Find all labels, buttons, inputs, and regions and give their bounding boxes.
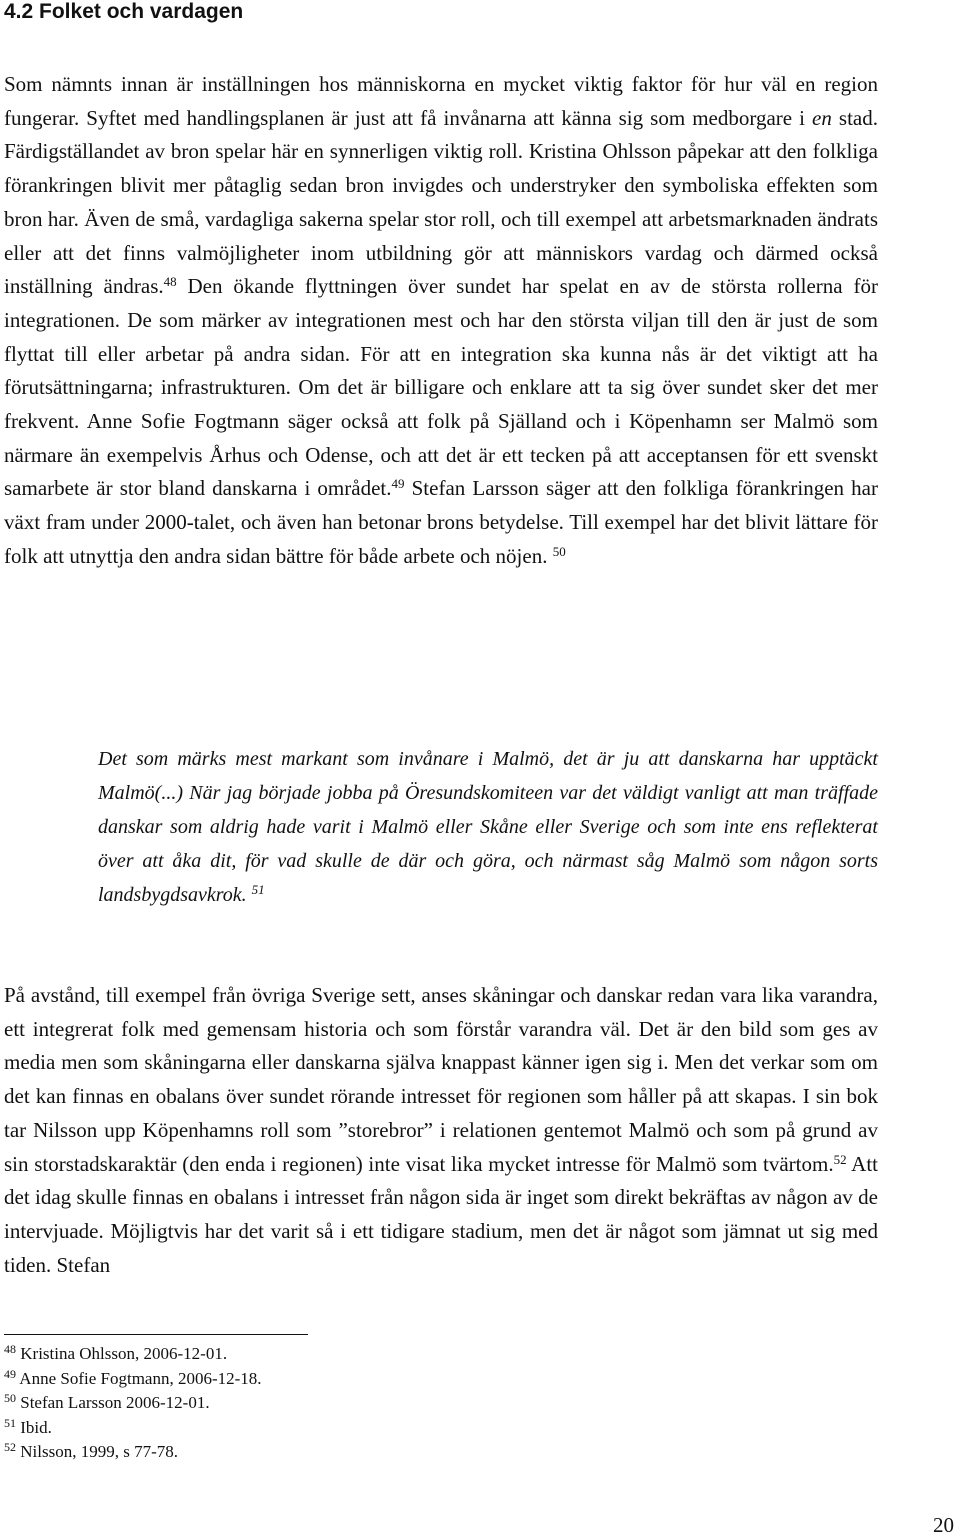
footnote-number: 51: [4, 1415, 16, 1430]
paragraph-1: [4, 68, 878, 574]
footnote-50: [4, 1391, 262, 1416]
footnote-text: Stefan Larsson 2006-12-01.: [16, 1393, 210, 1412]
paragraph-1-text-d: Stefan Larsson säger att den folkliga förankringen har växt fram under 2000-talet, och även han betonar brons betydelse. Till exempel har det blivit lättare för folk att utnyttja den andra sidan bättre för både arbete och nöjen.: [4, 476, 878, 568]
footnote-text: Ibid.: [16, 1417, 52, 1437]
page-number: 20: [933, 1513, 954, 1537]
footnote-text: Anne Sofie Fogtmann, 2006-12-18.: [16, 1368, 262, 1388]
footnote-ref-49: 49: [391, 476, 405, 492]
paragraph-1-text-c: Den ökande flyttningen över sundet har spelat en av de största rollerna för integrationen. De som märker av integrationen mest och har den största viljan till den är just de som flyttat till eller arbetar på andra sidan. För att en integration ska kunna nås är det viktigt att ha förutsättningarna; infrastrukturen. Om det är billigare och enklare att ta sig över sundet sker det mer frekvent. Anne Sofie Fogtmann säger också att folk på Själland och i Köpenhamn ser Malmö som närmare än exempelvis Århus och Odense, och att det är ett tecken på att acceptansen för ett svenskt samarbete är stor bland danskarna i området.: [4, 274, 878, 501]
emphasized-word: en: [812, 105, 832, 130]
footnote-text: Nilsson, 1999, s 77-78.: [16, 1442, 178, 1461]
footnote-ref-51: 51: [251, 882, 265, 897]
footnote-49: [4, 1367, 262, 1392]
footnote-separator: [4, 1334, 308, 1335]
footnote-text: Kristina Ohlsson, 2006-12-01.: [16, 1344, 228, 1363]
block-quote: [98, 742, 878, 912]
paragraph-2-text-b: Att det idag skulle finnas en obalans i intresset från någon sida är inget som direkt bekräftas av någon av de intervjuade. Möjligtvis har det varit så i ett tidigare stadium, men det är något som jämnat ut sig med tiden. Stefan: [4, 1151, 878, 1277]
section-heading: 4.2 Folket och vardagen: [4, 0, 244, 23]
paragraph-2: [4, 979, 878, 1282]
footnote-number: 49: [4, 1366, 16, 1381]
block-quote-text: Det som märks mest markant som invånare i Malmö, det är ju att danskarna har upptäckt Malmö(...) När jag började jobba på Öresundskomiteen var det väldigt vanligt att man träffade danskar som aldrig hade varit i Malmö eller Skåne eller Sverige och som inte ens reflekterat över att åka dit, för vad skulle de där och göra, och närmast såg Malmö som någon sorts landsbygdsavkrok.: [98, 748, 878, 906]
footnote-ref-50: 50: [552, 543, 566, 559]
footnote-number: 52: [4, 1440, 16, 1454]
footnote-number: 48: [4, 1342, 16, 1356]
footnote-52: [4, 1440, 262, 1465]
paragraph-1-text-b: stad. Färdigställandet av bron spelar här en synnerligen viktig roll. Kristina Ohlsson påpekar att den folkliga förankringen blivit mer påtaglig sedan bron invigdes och understryker den symboliska effekten som bron har. Även de små, vardagliga sakerna spelar stor roll, och till exempel att arbetsmarknaden ändrats eller att det finns valmöjligheter inom utbildning gör att människors vardag och därmed också inställning ändras.: [4, 105, 879, 299]
paragraph-2-text-a: På avstånd, till exempel från övriga Sverige sett, anses skåningar och danskar redan vara lika varandra, ett integrerat folk med gemensam historia och som förstår varandra väl. Det är den bild som ges av media men som skåningarna eller danskarna själva knappast känner igen sig i. Men det verkar som om det kan finnas en obalans över sundet rörande intresset för regionen som håller på att skapas. I sin bok tar Nilsson upp Köpenhamns roll som ”storebror” i relationen gentemot Malmö och som på grund av sin storstadskaraktär (den enda i regionen) inte visat lika mycket intresse för Malmö som tvärtom.: [4, 983, 878, 1176]
footnote-ref-48: 48: [163, 274, 177, 290]
footnotes: [4, 1342, 262, 1465]
footnote-51: [4, 1416, 262, 1441]
footnote-number: 50: [4, 1391, 16, 1405]
paragraph-1-text-a: Som nämnts innan är inställningen hos människorna en mycket viktig faktor för hur väl en region fungerar. Syftet med handlingsplanen är just att få invånarna att känna sig som medborgare i: [4, 72, 878, 130]
footnote-48: [4, 1342, 262, 1367]
footnote-ref-52: 52: [833, 1151, 847, 1167]
